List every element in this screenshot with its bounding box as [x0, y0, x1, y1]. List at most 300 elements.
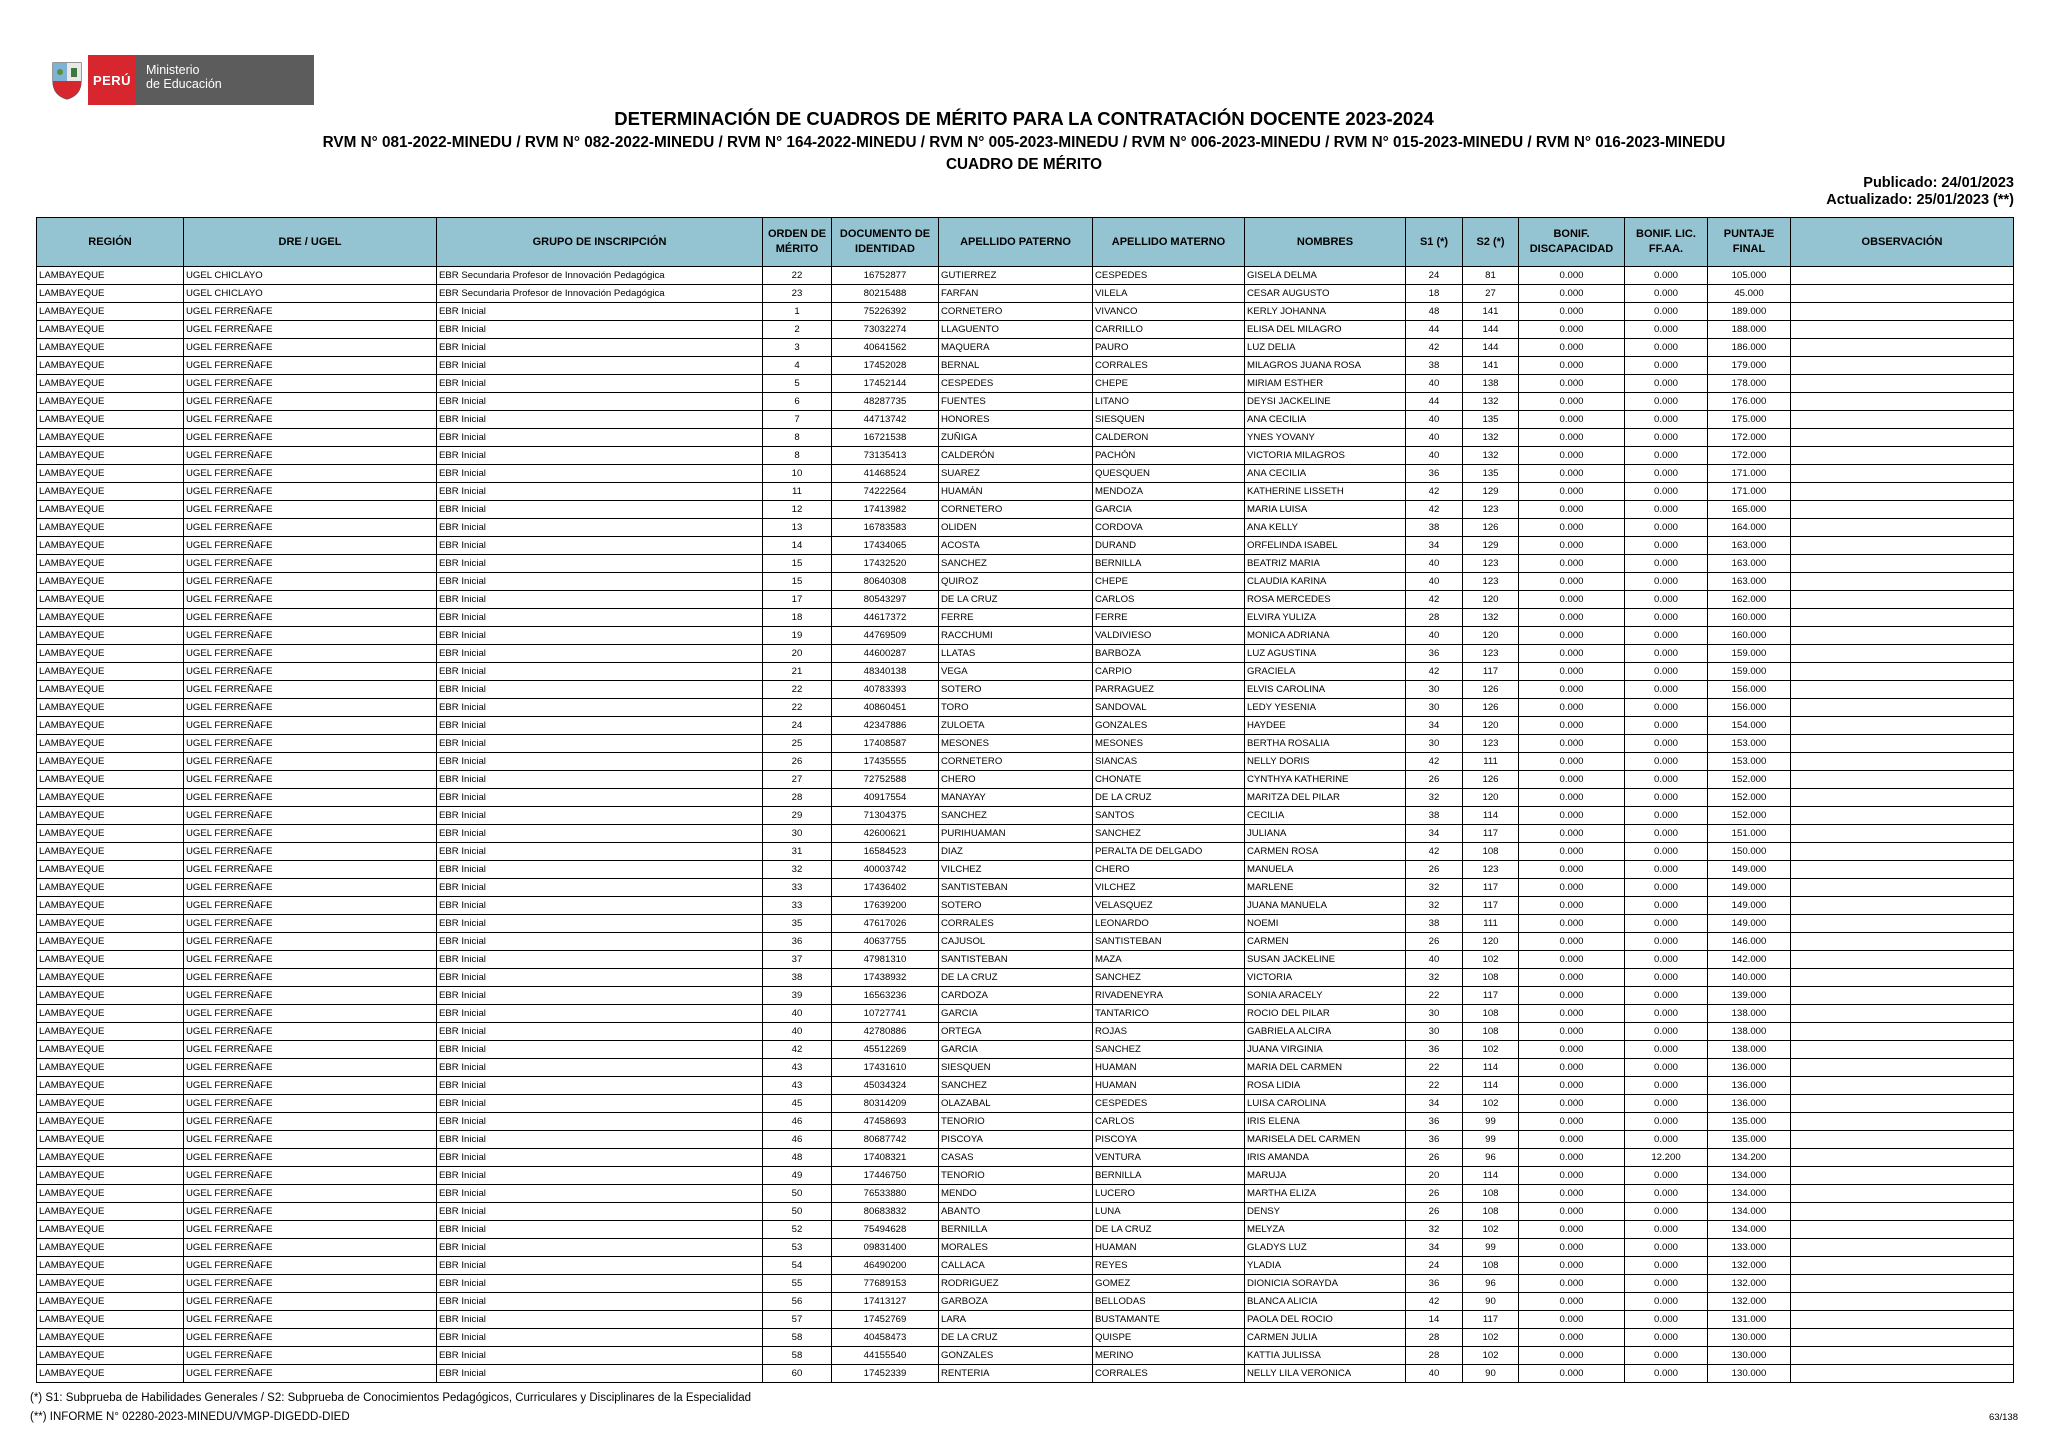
- cell-s1: 40: [1406, 573, 1463, 591]
- cell-bonif-lic: 0.000: [1625, 429, 1708, 447]
- cell-observacion: [1791, 1221, 2014, 1239]
- cell-puntaje: 134.000: [1708, 1185, 1791, 1203]
- cell-s2: 123: [1463, 573, 1519, 591]
- cell-apellido-paterno: SANTISTEBAN: [939, 951, 1093, 969]
- cell-bonif-discapacidad: 0.000: [1519, 1023, 1625, 1041]
- cell-bonif-lic: 0.000: [1625, 357, 1708, 375]
- cell-nombres: MILAGROS JUANA ROSA: [1245, 357, 1406, 375]
- cell-orden: 6: [763, 393, 832, 411]
- cell-grupo: EBR Inicial: [437, 753, 763, 771]
- cell-s1: 48: [1406, 303, 1463, 321]
- cell-bonif-lic: 0.000: [1625, 1347, 1708, 1365]
- cell-apellido-materno: MAZA: [1093, 951, 1245, 969]
- cell-nombres: MARUJA: [1245, 1167, 1406, 1185]
- cell-region: LAMBAYEQUE: [37, 1275, 184, 1293]
- footnote-2: (**) INFORME N° 02280-2023-MINEDU/VMGP-DIGEDD-DIED: [30, 1411, 350, 1423]
- cell-observacion: [1791, 681, 2014, 699]
- cell-bonif-discapacidad: 0.000: [1519, 465, 1625, 483]
- cell-region: LAMBAYEQUE: [37, 1149, 184, 1167]
- cell-puntaje: 188.000: [1708, 321, 1791, 339]
- cell-s2: 117: [1463, 897, 1519, 915]
- cell-documento: 17435555: [832, 753, 939, 771]
- cell-s2: 102: [1463, 1041, 1519, 1059]
- cell-region: LAMBAYEQUE: [37, 987, 184, 1005]
- cell-bonif-discapacidad: 0.000: [1519, 663, 1625, 681]
- cell-dre-ugel: UGEL FERREÑAFE: [184, 375, 437, 393]
- cell-apellido-materno: PARRAGUEZ: [1093, 681, 1245, 699]
- cell-grupo: EBR Inicial: [437, 1221, 763, 1239]
- cell-nombres: MARIA LUISA: [1245, 501, 1406, 519]
- cell-observacion: [1791, 1113, 2014, 1131]
- cell-apellido-materno: SANDOVAL: [1093, 699, 1245, 717]
- cell-s1: 34: [1406, 717, 1463, 735]
- ministry-label: [136, 55, 314, 105]
- cell-region: LAMBAYEQUE: [37, 609, 184, 627]
- cell-observacion: [1791, 483, 2014, 501]
- cell-bonif-lic: 0.000: [1625, 717, 1708, 735]
- cell-documento: 17452028: [832, 357, 939, 375]
- cell-bonif-discapacidad: 0.000: [1519, 987, 1625, 1005]
- cell-s1: 18: [1406, 285, 1463, 303]
- cell-region: LAMBAYEQUE: [37, 1293, 184, 1311]
- cell-s1: 26: [1406, 933, 1463, 951]
- cell-region: LAMBAYEQUE: [37, 645, 184, 663]
- cell-apellido-paterno: ORTEGA: [939, 1023, 1093, 1041]
- cell-apellido-paterno: CORRALES: [939, 915, 1093, 933]
- cell-apellido-paterno: DE LA CRUZ: [939, 969, 1093, 987]
- table-row: [37, 789, 2014, 807]
- cell-observacion: [1791, 951, 2014, 969]
- cell-grupo: EBR Secundaria Profesor de Innovación Pedagógica: [437, 267, 763, 285]
- cell-apellido-materno: VENTURA: [1093, 1149, 1245, 1167]
- cell-apellido-materno: VILELA: [1093, 285, 1245, 303]
- cell-bonif-discapacidad: 0.000: [1519, 1185, 1625, 1203]
- cell-apellido-materno: BELLODAS: [1093, 1293, 1245, 1311]
- cell-nombres: NELLY LILA VERONICA: [1245, 1365, 1406, 1383]
- cell-dre-ugel: UGEL FERREÑAFE: [184, 969, 437, 987]
- cell-observacion: [1791, 717, 2014, 735]
- header-apellido-materno: APELLIDO MATERNO: [1093, 218, 1245, 267]
- cell-apellido-paterno: QUIROZ: [939, 573, 1093, 591]
- cell-observacion: [1791, 501, 2014, 519]
- cell-nombres: MARITZA DEL PILAR: [1245, 789, 1406, 807]
- cell-nombres: BEATRIZ MARIA: [1245, 555, 1406, 573]
- cell-s2: 144: [1463, 339, 1519, 357]
- cell-nombres: MARTHA ELIZA: [1245, 1185, 1406, 1203]
- cell-region: LAMBAYEQUE: [37, 1365, 184, 1383]
- cell-puntaje: 179.000: [1708, 357, 1791, 375]
- cell-bonif-discapacidad: 0.000: [1519, 1311, 1625, 1329]
- cell-dre-ugel: UGEL FERREÑAFE: [184, 897, 437, 915]
- cell-apellido-paterno: ZULOETA: [939, 717, 1093, 735]
- cell-apellido-paterno: SANTISTEBAN: [939, 879, 1093, 897]
- cell-grupo: EBR Inicial: [437, 1257, 763, 1275]
- cell-s2: 96: [1463, 1149, 1519, 1167]
- cell-orden: 37: [763, 951, 832, 969]
- cell-s2: 132: [1463, 393, 1519, 411]
- cell-grupo: EBR Inicial: [437, 357, 763, 375]
- cell-s1: 40: [1406, 375, 1463, 393]
- cell-s1: 42: [1406, 501, 1463, 519]
- cell-apellido-materno: CHEPE: [1093, 573, 1245, 591]
- cell-s2: 117: [1463, 663, 1519, 681]
- cell-region: LAMBAYEQUE: [37, 897, 184, 915]
- cell-puntaje: 172.000: [1708, 429, 1791, 447]
- cell-puntaje: 142.000: [1708, 951, 1791, 969]
- cell-dre-ugel: UGEL FERREÑAFE: [184, 915, 437, 933]
- cell-bonif-discapacidad: 0.000: [1519, 573, 1625, 591]
- cell-s2: 129: [1463, 537, 1519, 555]
- cell-documento: 80215488: [832, 285, 939, 303]
- cell-orden: 40: [763, 1005, 832, 1023]
- cell-nombres: JULIANA: [1245, 825, 1406, 843]
- cell-orden: 20: [763, 645, 832, 663]
- cell-s2: 96: [1463, 1275, 1519, 1293]
- cell-s1: 34: [1406, 825, 1463, 843]
- cell-s2: 108: [1463, 969, 1519, 987]
- cell-nombres: GISELA DELMA: [1245, 267, 1406, 285]
- cell-s2: 108: [1463, 1257, 1519, 1275]
- cell-s2: 102: [1463, 1095, 1519, 1113]
- cell-apellido-materno: HUAMAN: [1093, 1059, 1245, 1077]
- cell-dre-ugel: UGEL FERREÑAFE: [184, 1131, 437, 1149]
- cell-region: LAMBAYEQUE: [37, 771, 184, 789]
- cell-bonif-lic: 0.000: [1625, 393, 1708, 411]
- cell-bonif-discapacidad: 0.000: [1519, 933, 1625, 951]
- cell-apellido-materno: ROJAS: [1093, 1023, 1245, 1041]
- table-row: [37, 447, 2014, 465]
- cell-dre-ugel: UGEL FERREÑAFE: [184, 1149, 437, 1167]
- table-row: [37, 933, 2014, 951]
- cell-orden: 40: [763, 1023, 832, 1041]
- cell-nombres: MIRIAM ESTHER: [1245, 375, 1406, 393]
- cell-apellido-materno: SANCHEZ: [1093, 969, 1245, 987]
- cell-region: LAMBAYEQUE: [37, 285, 184, 303]
- cell-s1: 34: [1406, 537, 1463, 555]
- cell-region: LAMBAYEQUE: [37, 321, 184, 339]
- cell-region: LAMBAYEQUE: [37, 1203, 184, 1221]
- cell-s2: 135: [1463, 411, 1519, 429]
- cell-orden: 31: [763, 843, 832, 861]
- cell-bonif-discapacidad: 0.000: [1519, 1221, 1625, 1239]
- cell-apellido-paterno: SUAREZ: [939, 465, 1093, 483]
- cell-apellido-materno: CARRILLO: [1093, 321, 1245, 339]
- cell-nombres: KATTIA JULISSA: [1245, 1347, 1406, 1365]
- cell-bonif-discapacidad: 0.000: [1519, 681, 1625, 699]
- table-row: [37, 627, 2014, 645]
- cell-documento: 72752588: [832, 771, 939, 789]
- table-row: [37, 357, 2014, 375]
- cell-bonif-lic: 0.000: [1625, 1041, 1708, 1059]
- cell-documento: 48340138: [832, 663, 939, 681]
- cell-observacion: [1791, 555, 2014, 573]
- cell-s2: 108: [1463, 1185, 1519, 1203]
- cell-s2: 123: [1463, 735, 1519, 753]
- cell-orden: 48: [763, 1149, 832, 1167]
- footnote-1: (*) S1: Subprueba de Habilidades Generales / S2: Subprueba de Conocimientos Pedagógicos, Curriculares y Disciplinares de la Especialidad: [30, 1392, 752, 1404]
- table-row: [37, 1041, 2014, 1059]
- cell-orden: 49: [763, 1167, 832, 1185]
- cell-apellido-paterno: SANCHEZ: [939, 1077, 1093, 1095]
- cell-apellido-materno: VALDIVIESO: [1093, 627, 1245, 645]
- cell-s1: 30: [1406, 1023, 1463, 1041]
- cell-grupo: EBR Inicial: [437, 1293, 763, 1311]
- cell-s2: 132: [1463, 447, 1519, 465]
- table-row: [37, 483, 2014, 501]
- cell-observacion: [1791, 411, 2014, 429]
- cell-nombres: MARISELA DEL CARMEN: [1245, 1131, 1406, 1149]
- cell-bonif-discapacidad: 0.000: [1519, 1149, 1625, 1167]
- cell-bonif-lic: 0.000: [1625, 951, 1708, 969]
- cell-dre-ugel: UGEL FERREÑAFE: [184, 1329, 437, 1347]
- cell-region: LAMBAYEQUE: [37, 933, 184, 951]
- cell-apellido-materno: BUSTAMANTE: [1093, 1311, 1245, 1329]
- cell-bonif-lic: 0.000: [1625, 1221, 1708, 1239]
- cell-s1: 32: [1406, 1221, 1463, 1239]
- cell-apellido-materno: BERNILLA: [1093, 555, 1245, 573]
- cell-apellido-materno: TANTARICO: [1093, 1005, 1245, 1023]
- cell-bonif-discapacidad: 0.000: [1519, 1239, 1625, 1257]
- cell-bonif-discapacidad: 0.000: [1519, 501, 1625, 519]
- cell-bonif-lic: 0.000: [1625, 789, 1708, 807]
- cell-bonif-lic: 0.000: [1625, 447, 1708, 465]
- table-row: [37, 699, 2014, 717]
- cell-region: LAMBAYEQUE: [37, 501, 184, 519]
- cell-nombres: MANUELA: [1245, 861, 1406, 879]
- cell-documento: 45034324: [832, 1077, 939, 1095]
- cell-observacion: [1791, 1077, 2014, 1095]
- cell-documento: 16563236: [832, 987, 939, 1005]
- cell-observacion: [1791, 1185, 2014, 1203]
- cell-dre-ugel: UGEL FERREÑAFE: [184, 1113, 437, 1131]
- cell-bonif-discapacidad: 0.000: [1519, 375, 1625, 393]
- cell-s2: 108: [1463, 843, 1519, 861]
- cell-orden: 55: [763, 1275, 832, 1293]
- cell-s1: 22: [1406, 987, 1463, 1005]
- cell-grupo: EBR Inicial: [437, 1113, 763, 1131]
- cell-bonif-discapacidad: 0.000: [1519, 267, 1625, 285]
- cell-dre-ugel: UGEL FERREÑAFE: [184, 1257, 437, 1275]
- cell-bonif-lic: 0.000: [1625, 303, 1708, 321]
- cell-bonif-lic: 0.000: [1625, 753, 1708, 771]
- cell-bonif-discapacidad: 0.000: [1519, 1347, 1625, 1365]
- cell-bonif-discapacidad: 0.000: [1519, 969, 1625, 987]
- cell-dre-ugel: UGEL FERREÑAFE: [184, 1095, 437, 1113]
- cell-documento: 80687742: [832, 1131, 939, 1149]
- cell-s2: 141: [1463, 303, 1519, 321]
- cell-bonif-discapacidad: 0.000: [1519, 555, 1625, 573]
- cell-region: LAMBAYEQUE: [37, 375, 184, 393]
- cell-apellido-materno: BERNILLA: [1093, 1167, 1245, 1185]
- table-row: [37, 1221, 2014, 1239]
- cell-orden: 18: [763, 609, 832, 627]
- table-row: [37, 861, 2014, 879]
- cell-puntaje: 153.000: [1708, 735, 1791, 753]
- cell-s2: 81: [1463, 267, 1519, 285]
- cell-observacion: [1791, 699, 2014, 717]
- cell-dre-ugel: UGEL FERREÑAFE: [184, 1077, 437, 1095]
- cell-dre-ugel: UGEL FERREÑAFE: [184, 681, 437, 699]
- cell-puntaje: 149.000: [1708, 879, 1791, 897]
- cell-s2: 123: [1463, 861, 1519, 879]
- cell-nombres: JUANA MANUELA: [1245, 897, 1406, 915]
- cell-observacion: [1791, 1149, 2014, 1167]
- cell-apellido-paterno: CALLACA: [939, 1257, 1093, 1275]
- cell-bonif-discapacidad: 0.000: [1519, 915, 1625, 933]
- header-bonif-discapacidad: BONIF. DISCAPACIDAD: [1519, 218, 1625, 267]
- cell-orden: 35: [763, 915, 832, 933]
- cell-grupo: EBR Inicial: [437, 1275, 763, 1293]
- cell-orden: 25: [763, 735, 832, 753]
- cell-s1: 32: [1406, 879, 1463, 897]
- cell-apellido-paterno: LLATAS: [939, 645, 1093, 663]
- cell-nombres: ROSA MERCEDES: [1245, 591, 1406, 609]
- header-observacion: OBSERVACIÓN: [1791, 218, 2014, 267]
- cell-observacion: [1791, 465, 2014, 483]
- cell-orden: 30: [763, 825, 832, 843]
- cell-bonif-lic: 0.000: [1625, 825, 1708, 843]
- cell-documento: 74222564: [832, 483, 939, 501]
- cell-observacion: [1791, 447, 2014, 465]
- cell-orden: 58: [763, 1329, 832, 1347]
- cell-orden: 10: [763, 465, 832, 483]
- table-row: [37, 537, 2014, 555]
- cell-observacion: [1791, 285, 2014, 303]
- cell-s2: 108: [1463, 1005, 1519, 1023]
- table-row: [37, 1167, 2014, 1185]
- cell-bonif-lic: 0.000: [1625, 1329, 1708, 1347]
- cell-apellido-materno: HUAMAN: [1093, 1239, 1245, 1257]
- cell-s2: 27: [1463, 285, 1519, 303]
- cell-orden: 52: [763, 1221, 832, 1239]
- cell-s1: 24: [1406, 267, 1463, 285]
- cell-orden: 1: [763, 303, 832, 321]
- cell-dre-ugel: UGEL FERREÑAFE: [184, 987, 437, 1005]
- table-row: [37, 285, 2014, 303]
- cell-dre-ugel: UGEL FERREÑAFE: [184, 1059, 437, 1077]
- cell-s1: 32: [1406, 897, 1463, 915]
- table-row: [37, 1149, 2014, 1167]
- cell-apellido-paterno: VILCHEZ: [939, 861, 1093, 879]
- header-dre-ugel: DRE / UGEL: [184, 218, 437, 267]
- cell-documento: 44769509: [832, 627, 939, 645]
- cell-orden: 46: [763, 1131, 832, 1149]
- cell-puntaje: 151.000: [1708, 825, 1791, 843]
- cell-grupo: EBR Inicial: [437, 429, 763, 447]
- cell-documento: 73032274: [832, 321, 939, 339]
- cell-observacion: [1791, 1131, 2014, 1149]
- cell-region: LAMBAYEQUE: [37, 1041, 184, 1059]
- cell-orden: 21: [763, 663, 832, 681]
- cell-grupo: EBR Inicial: [437, 969, 763, 987]
- cell-s1: 40: [1406, 429, 1463, 447]
- cell-orden: 26: [763, 753, 832, 771]
- cell-dre-ugel: UGEL FERREÑAFE: [184, 429, 437, 447]
- cell-s1: 22: [1406, 1059, 1463, 1077]
- cell-nombres: SUSAN JACKELINE: [1245, 951, 1406, 969]
- cell-nombres: JUANA VIRGINIA: [1245, 1041, 1406, 1059]
- cell-dre-ugel: UGEL FERREÑAFE: [184, 1293, 437, 1311]
- cell-grupo: EBR Inicial: [437, 1203, 763, 1221]
- table-row: [37, 645, 2014, 663]
- cell-region: LAMBAYEQUE: [37, 699, 184, 717]
- table-row: [37, 267, 2014, 285]
- cell-bonif-discapacidad: 0.000: [1519, 699, 1625, 717]
- cell-orden: 7: [763, 411, 832, 429]
- cell-s1: 40: [1406, 1365, 1463, 1383]
- cell-dre-ugel: UGEL FERREÑAFE: [184, 573, 437, 591]
- cell-apellido-materno: DURAND: [1093, 537, 1245, 555]
- cell-s1: 30: [1406, 699, 1463, 717]
- table-row: [37, 843, 2014, 861]
- cell-s2: 99: [1463, 1131, 1519, 1149]
- cell-nombres: LEDY YESENIA: [1245, 699, 1406, 717]
- cell-s1: 30: [1406, 681, 1463, 699]
- cell-nombres: GRACIELA: [1245, 663, 1406, 681]
- cell-orden: 5: [763, 375, 832, 393]
- cell-s1: 42: [1406, 339, 1463, 357]
- cell-bonif-discapacidad: 0.000: [1519, 303, 1625, 321]
- cell-observacion: [1791, 321, 2014, 339]
- cell-documento: 47617026: [832, 915, 939, 933]
- cell-puntaje: 134.000: [1708, 1167, 1791, 1185]
- cell-observacion: [1791, 897, 2014, 915]
- cell-nombres: NOEMI: [1245, 915, 1406, 933]
- cell-apellido-materno: LUNA: [1093, 1203, 1245, 1221]
- cell-region: LAMBAYEQUE: [37, 1023, 184, 1041]
- cell-dre-ugel: UGEL FERREÑAFE: [184, 663, 437, 681]
- cell-documento: 40917554: [832, 789, 939, 807]
- cell-s2: 144: [1463, 321, 1519, 339]
- cell-puntaje: 138.000: [1708, 1041, 1791, 1059]
- cell-dre-ugel: UGEL FERREÑAFE: [184, 591, 437, 609]
- header-region: REGIÓN: [37, 218, 184, 267]
- header-s1: S1 (*): [1406, 218, 1463, 267]
- cell-orden: 42: [763, 1041, 832, 1059]
- cell-bonif-discapacidad: 0.000: [1519, 645, 1625, 663]
- cell-grupo: EBR Inicial: [437, 1095, 763, 1113]
- cell-puntaje: 105.000: [1708, 267, 1791, 285]
- cell-s2: 108: [1463, 1023, 1519, 1041]
- cell-apellido-paterno: BERNAL: [939, 357, 1093, 375]
- cell-orden: 15: [763, 555, 832, 573]
- cell-region: LAMBAYEQUE: [37, 627, 184, 645]
- cell-dre-ugel: UGEL FERREÑAFE: [184, 843, 437, 861]
- table-row: [37, 465, 2014, 483]
- cell-bonif-discapacidad: 0.000: [1519, 357, 1625, 375]
- cell-puntaje: 165.000: [1708, 501, 1791, 519]
- cell-apellido-paterno: CALDERÓN: [939, 447, 1093, 465]
- cell-s2: 117: [1463, 1311, 1519, 1329]
- table-row: [37, 591, 2014, 609]
- cell-puntaje: 149.000: [1708, 897, 1791, 915]
- cell-apellido-materno: MESONES: [1093, 735, 1245, 753]
- cell-bonif-discapacidad: 0.000: [1519, 429, 1625, 447]
- cell-puntaje: 172.000: [1708, 447, 1791, 465]
- cell-s1: 22: [1406, 1077, 1463, 1095]
- cell-s2: 111: [1463, 753, 1519, 771]
- cell-orden: 27: [763, 771, 832, 789]
- cell-s2: 120: [1463, 591, 1519, 609]
- table-row: [37, 1059, 2014, 1077]
- cell-bonif-lic: 0.000: [1625, 861, 1708, 879]
- cell-s1: 38: [1406, 915, 1463, 933]
- cell-apellido-paterno: OLIDEN: [939, 519, 1093, 537]
- cell-bonif-lic: 0.000: [1625, 465, 1708, 483]
- cell-dre-ugel: UGEL FERREÑAFE: [184, 717, 437, 735]
- cell-dre-ugel: UGEL FERREÑAFE: [184, 519, 437, 537]
- cell-apellido-materno: SANCHEZ: [1093, 825, 1245, 843]
